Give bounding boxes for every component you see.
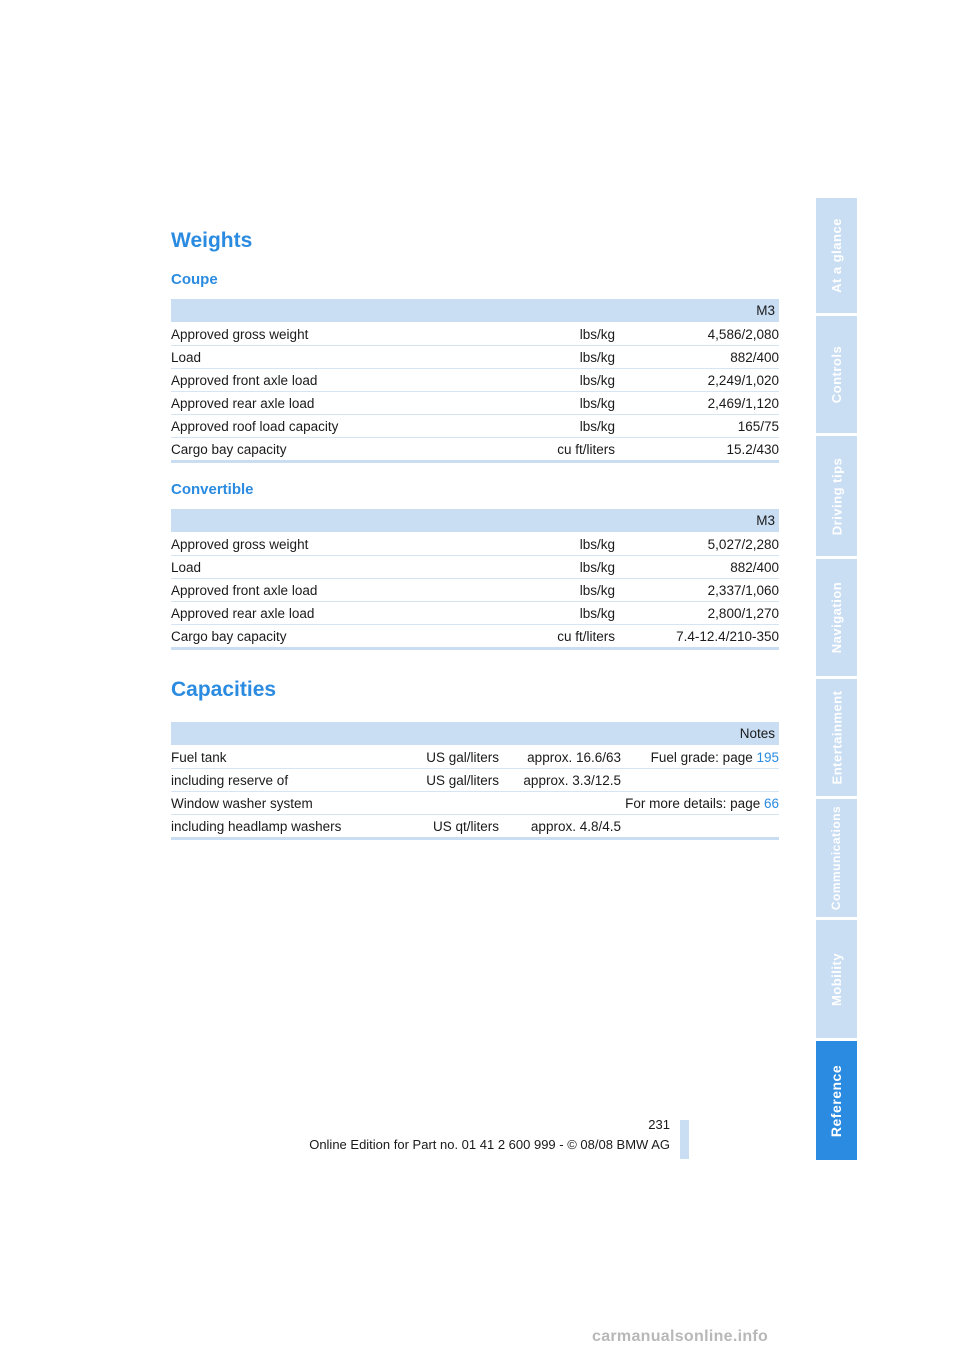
row-label: Approved gross weight <box>171 323 551 346</box>
row-label: Fuel tank <box>171 746 399 769</box>
row-label: Cargo bay capacity <box>171 438 551 462</box>
row-value: 2,469/1,120 <box>615 392 779 415</box>
row-value <box>499 792 621 815</box>
row-unit: lbs/kg <box>551 346 615 369</box>
edition-footer: Online Edition for Part no. 01 41 2 600 999 - © 08/08 BMW AG <box>309 1137 670 1152</box>
row-unit: lbs/kg <box>551 602 615 625</box>
row-unit <box>399 792 499 815</box>
table-row <box>171 438 779 462</box>
table-row <box>171 392 779 415</box>
note-text: Fuel grade: page <box>650 749 757 765</box>
sidebar-tab-controls[interactable] <box>816 316 857 433</box>
sidebar-tab-driving-tips[interactable] <box>816 436 857 556</box>
table-row <box>171 602 779 625</box>
row-value: 882/400 <box>615 346 779 369</box>
row-note <box>621 792 779 815</box>
coupe-weights-table <box>171 299 779 463</box>
row-label: Window washer system <box>171 792 399 815</box>
coupe-heading: Coupe <box>171 271 218 288</box>
row-unit: cu ft/liters <box>551 625 615 649</box>
row-unit: lbs/kg <box>551 369 615 392</box>
sidebar-tab-label: Controls <box>829 345 845 404</box>
row-unit: US qt/liters <box>399 815 499 839</box>
table-row <box>171 533 779 556</box>
sidebar-tab-label: Communications <box>829 805 844 911</box>
row-label: Approved rear axle load <box>171 392 551 415</box>
table-header-row <box>171 299 779 323</box>
page-link[interactable]: 195 <box>756 749 779 765</box>
row-value: approx. 4.8/4.5 <box>499 815 621 839</box>
row-unit: lbs/kg <box>551 579 615 602</box>
row-label: Approved gross weight <box>171 533 551 556</box>
footer-accent-bar <box>680 1120 689 1159</box>
table-row <box>171 556 779 579</box>
row-label: Load <box>171 346 551 369</box>
row-unit: US gal/liters <box>399 746 499 769</box>
sidebar-tab-label: At a glance <box>829 218 845 293</box>
sidebar-tab-label: Navigation <box>829 581 844 654</box>
capacities-table <box>171 722 779 840</box>
row-value: 4,586/2,080 <box>615 323 779 346</box>
page-link[interactable]: 66 <box>763 795 779 811</box>
row-value: 2,249/1,020 <box>615 369 779 392</box>
row-note <box>621 769 779 792</box>
table-header-row <box>171 722 779 746</box>
row-unit: lbs/kg <box>551 392 615 415</box>
table-row <box>171 746 779 769</box>
row-value: approx. 3.3/12.5 <box>499 769 621 792</box>
row-value: 7.4-12.4/210-350 <box>615 625 779 649</box>
note-text: For more details: page <box>625 795 764 811</box>
capacities-heading: Capacities <box>171 678 277 701</box>
sidebar-tab-reference[interactable] <box>816 1041 857 1160</box>
table-row <box>171 625 779 649</box>
sidebar-tab-communications[interactable] <box>816 799 857 917</box>
row-unit: lbs/kg <box>551 556 615 579</box>
table-row <box>171 323 779 346</box>
column-header-notes: Notes <box>621 722 779 746</box>
column-header-m3: M3 <box>615 509 779 533</box>
watermark: carmanualsonline.info <box>592 1328 769 1345</box>
row-note <box>621 746 779 769</box>
row-label: Cargo bay capacity <box>171 625 551 649</box>
sidebar-tab-label: Reference <box>828 1064 845 1137</box>
page-number: 231 <box>648 1117 670 1132</box>
table-row <box>171 369 779 392</box>
table-row <box>171 415 779 438</box>
sidebar-tab-label: Mobility <box>829 952 845 1006</box>
sidebar-tab-navigation[interactable] <box>816 559 857 676</box>
row-unit: US gal/liters <box>399 769 499 792</box>
row-note <box>621 815 779 839</box>
row-value: 2,337/1,060 <box>615 579 779 602</box>
sidebar-tab-entertainment[interactable] <box>816 679 857 796</box>
table-row <box>171 346 779 369</box>
row-value: 5,027/2,280 <box>615 533 779 556</box>
table-header-row <box>171 509 779 533</box>
sidebar-tab-label: Entertainment <box>829 690 844 785</box>
row-label: Approved rear axle load <box>171 602 551 625</box>
row-unit: lbs/kg <box>551 415 615 438</box>
table-row <box>171 769 779 792</box>
row-value: approx. 16.6/63 <box>499 746 621 769</box>
row-label: including headlamp washers <box>171 815 399 839</box>
table-row <box>171 815 779 839</box>
weights-heading: Weights <box>171 229 253 252</box>
table-row <box>171 579 779 602</box>
row-label: Approved front axle load <box>171 369 551 392</box>
column-header-m3: M3 <box>615 299 779 323</box>
row-value: 882/400 <box>615 556 779 579</box>
sidebar-tab-label: Driving tips <box>829 457 845 535</box>
sidebar-tab-at-a-glance[interactable] <box>816 198 857 313</box>
row-value: 15.2/430 <box>615 438 779 462</box>
row-unit: cu ft/liters <box>551 438 615 462</box>
convertible-heading: Convertible <box>171 481 254 498</box>
table-row <box>171 792 779 815</box>
sidebar-tab-mobility[interactable] <box>816 920 857 1038</box>
row-label: Approved front axle load <box>171 579 551 602</box>
row-unit: lbs/kg <box>551 533 615 556</box>
row-unit: lbs/kg <box>551 323 615 346</box>
row-value: 2,800/1,270 <box>615 602 779 625</box>
row-label: including reserve of <box>171 769 399 792</box>
row-label: Load <box>171 556 551 579</box>
row-label: Approved roof load capacity <box>171 415 551 438</box>
convertible-weights-table <box>171 509 779 650</box>
row-value: 165/75 <box>615 415 779 438</box>
